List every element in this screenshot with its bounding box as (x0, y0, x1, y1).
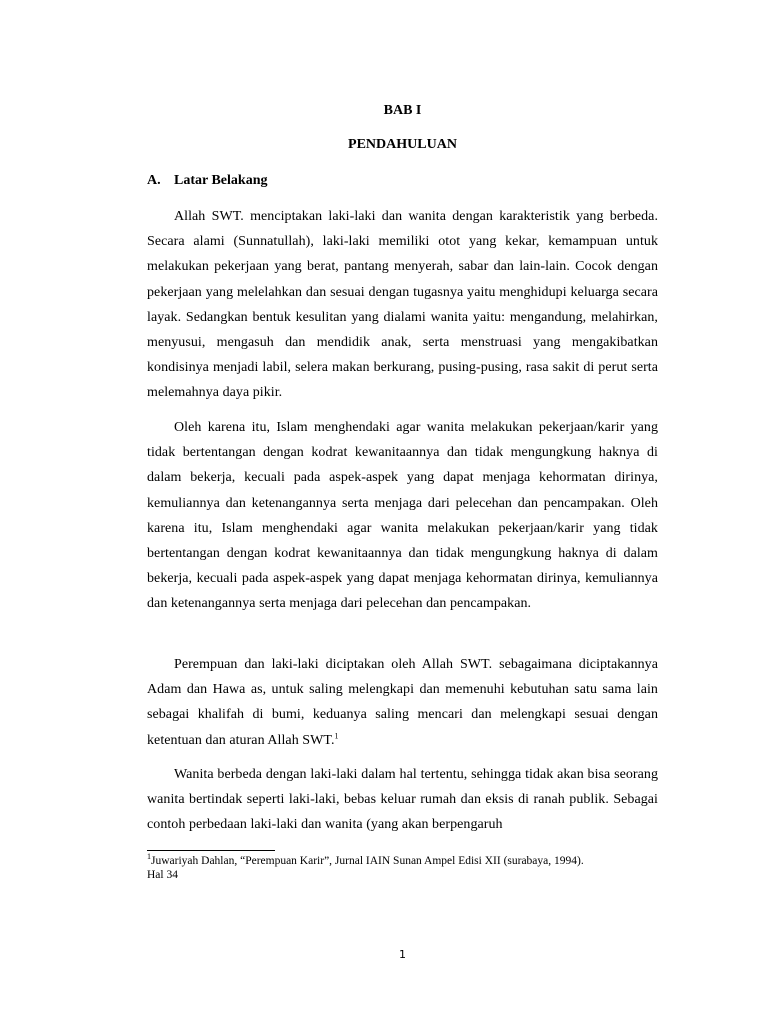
footnote (147, 854, 658, 882)
chapter-title: PENDAHULUAN (348, 137, 457, 152)
footnote-text: Juwariyah Dahlan, “Perempuan Karir”, Jurnal IAIN Sunan Ampel Edisi XII (surabaya, 1994). (151, 855, 584, 867)
footnote-marker: 1 (147, 852, 151, 862)
page-number: 1 (399, 948, 406, 961)
section-number: A. (147, 173, 161, 188)
body-paragraph: Oleh karena itu, Islam menghendaki agar wanita melakukan pekerjaan/karir yang tidak bertentangan dengan kodrat kewanitaannya dan tidak mengungkung haknya di dalam bekerja, kecuali pada aspek-aspek yang dapat menjaga kehormatan dirinya, kemuliannya dan ketenangannya serta menjaga dari pelecehan dan pencampakan. Oleh karena itu, Islam menghendaki agar wanita melakukan pekerjaan/karir yang tidak bertentangan dengan kodrat kewanitaannya dan tidak mengungkung haknya di dalam bekerja, kecuali pada aspek-aspek yang dapat menjaga kehormatan dirinya, kemuliannya dan ketenangannya serta menjaga dari pelecehan dan pencampakan. (147, 420, 658, 612)
paragraph-text: Perempuan dan laki-laki diciptakan oleh Allah SWT. sebagaimana diciptakannya Adam dan Hawa as, untuk saling melengkapi dan memenuhi kebutuhan satu sama lain sebagai khalifah di bumi, keduanya saling mencari dan melengkapi sesuai dengan ketentuan dan aturan Allah SWT. (147, 657, 658, 748)
footnote-divider (147, 850, 275, 851)
section-heading (147, 173, 267, 189)
body-paragraph (147, 652, 658, 753)
body-paragraph: Allah SWT. menciptakan laki-laki dan wanita dengan karakteristik yang berbeda. Secara alami (Sunnatullah), laki-laki memiliki otot yang kekar, kemampuan untuk melakukan pekerjaan yang berat, pantang menyerah, sabar dan lain-lain. Cocok dengan pekerjaan yang melelahkan dan sesuai dengan tugasnya yaitu menghidupi keluarga secara layak. Sedangkan bentuk kesulitan yang dialami wanita yaitu: mengandung, melahirkan, menyusui, mengasuh dan mendidik anak, serta menstruasi yang mengakibatkan kondisinya menjadi labil, selera makan berkurang, pusing-pusing, rasa sakit di perut serta melemahnya daya pikir. (147, 209, 658, 401)
document-page (147, 0, 658, 1024)
body-paragraph: Wanita berbeda dengan laki-laki dalam hal tertentu, sehingga tidak akan bisa seorang wanita bertindak seperti laki-laki, bebas keluar rumah dan eksis di ranah publik. Sebagai contoh perbedaan laki-laki dan wanita (yang akan berpengaruh (147, 767, 658, 833)
footnote-text-continued: Hal 34 (147, 869, 178, 881)
footnote-reference[interactable]: 1 (334, 730, 339, 740)
section-title: Latar Belakang (174, 173, 268, 188)
chapter-heading: BAB I (383, 103, 422, 118)
